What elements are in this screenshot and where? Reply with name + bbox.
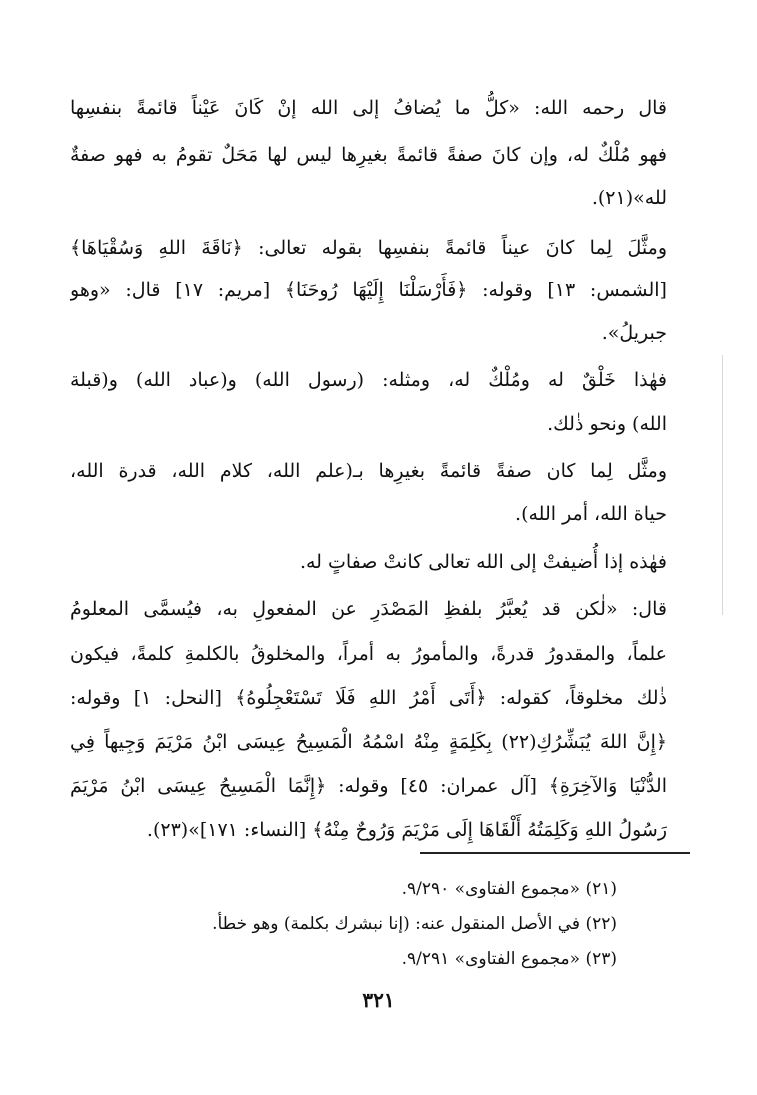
footnote-separator — [420, 852, 690, 854]
text-line: ومثَّل لِما كان صفةً قائمةً بغيرِها بـ(علم الله، كلام الله، قدرة الله، — [70, 460, 667, 482]
text-line: علماً، والمقدورُ قدرةً، والمأمورُ به أمراً، والمخلوقُ بالكلمةِ كلمةً، فيكون — [70, 643, 667, 665]
text-line: لله»(٢١). — [591, 187, 667, 209]
text-line: رَسُولُ اللهِ وَكَلِمَتُهُ أَلْقَاهَا إِلَى مَرْيَمَ وَرُوحٌ مِنْهُ﴾ [النساء: ١٧١]»(٢٣). — [146, 819, 667, 841]
text-line: فهو مُلْكٌ له، وإن كانَ صفةً قائمةً بغيرِها ليس لها مَحَلٌ تقومُ به فهو صفةٌ — [70, 144, 667, 166]
text-line: الدُّنْيَا وَالآخِرَةِ﴾ [آل عمران: ٤٥] وقوله: ﴿إِنَّمَا الْمَسِيحُ عِيسَى ابْنُ مَرْيَمَ — [70, 775, 667, 797]
text-line: قال: «لٰكن قد يُعبَّرُ بلفظِ المَصْدَرِ عن المفعولِ به، فيُسمَّى المعلومُ — [70, 598, 667, 620]
footnote: (٢٢) في الأصل المنقول عنه: (إنا نبشرك بكلمة) وهو خطأ. — [212, 914, 617, 934]
text-line: ومثَّلَ لِما كانَ عيناً قائمةً بنفسِها بقوله تعالى: ﴿نَاقَةَ اللهِ وَسُقْيَاهَا﴾ — [70, 237, 667, 259]
text-line: ذٰلك مخلوقاً، كقوله: ﴿أَتَى أَمْرُ اللهِ فَلَا تَسْتَعْجِلُوهُ﴾ [النحل: ١] وقوله: — [70, 687, 667, 709]
footnote: (٢٣) «مجموع الفتاوى» ٩/٢٩١. — [401, 949, 617, 969]
text-line: قال رحمه الله: «كلُّ ما يُضافُ إلى الله إنْ كَانَ عَيْناً قائمةً بنفسِها — [70, 97, 667, 119]
text-line: جبريلُ». — [601, 322, 667, 344]
scan-artifact-line — [722, 355, 723, 615]
footnote: (٢١) «مجموع الفتاوى» ٩/٢٩٠. — [401, 879, 617, 899]
page-number: ٣٢١ — [362, 988, 395, 1012]
text-line: حياة الله، أمر الله). — [515, 503, 667, 525]
text-line: الله) ونحو ذٰلك. — [547, 413, 667, 435]
text-line: [الشمس: ١٣] وقوله: ﴿فَأَرْسَلْنَا إِلَيْهَا رُوحَنَا﴾ [مريم: ١٧] قال: «وهو — [70, 279, 667, 301]
text-line: فهٰذه إذا أُضيفتْ إلى الله تعالى كانتْ صفاتٍ له. — [299, 551, 667, 573]
text-line: ﴿إِنَّ اللهَ يُبَشِّرُكِ(٢٢) بِكَلِمَةٍ مِنْهُ اسْمُهُ الْمَسِيحُ عِيسَى ابْنُ مَرْيَمَ وَجِيهاً فِي — [70, 731, 667, 753]
text-line: فهٰذا خَلْقٌ له ومُلْكٌ له، ومثله: (رسول الله) و(عباد الله) و(قبلة — [70, 369, 667, 391]
